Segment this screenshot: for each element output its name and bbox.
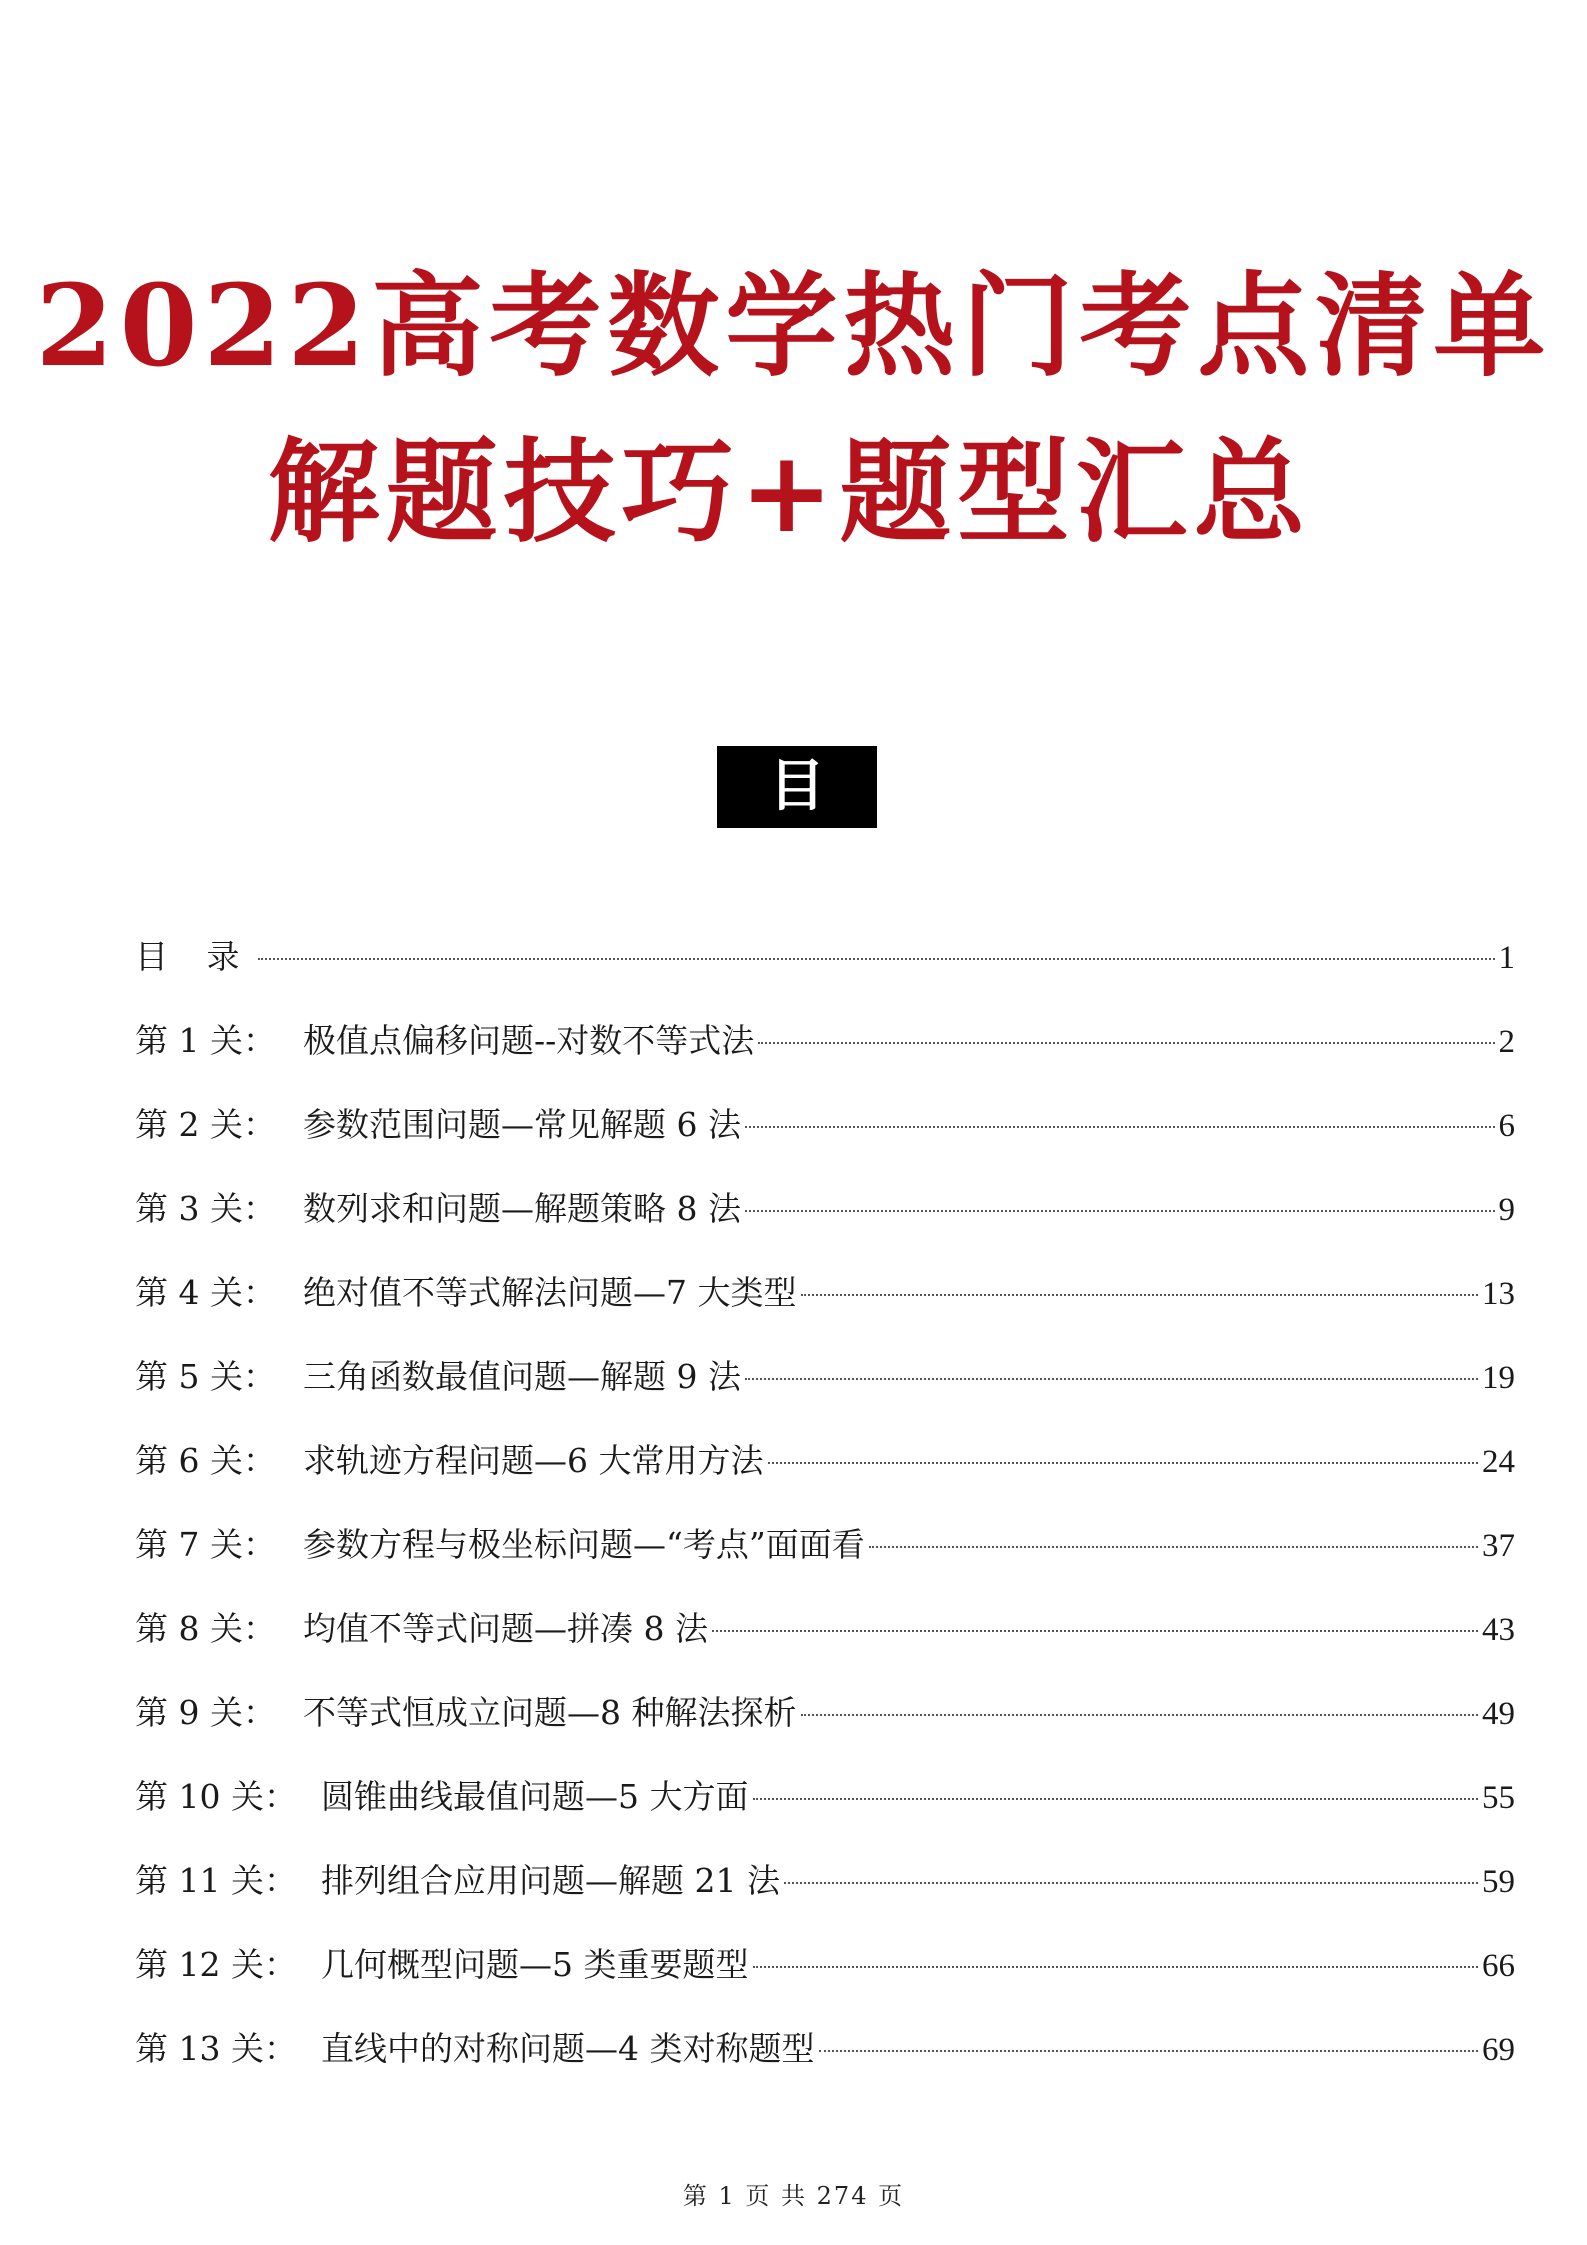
toc-entry-number: 第 1 关：: [135, 1021, 276, 1060]
toc-dot-leader: [869, 1546, 1478, 1548]
toc-entry[interactable]: [135, 1755, 1515, 1839]
toc-entry-label: 目 录: [135, 937, 254, 976]
toc-dot-leader: [768, 1462, 1479, 1464]
toc-dot-leader: [758, 1042, 1494, 1044]
toc-entry-page: 19: [1482, 1360, 1515, 1396]
toc-entry-number: 第 4 关：: [135, 1273, 276, 1312]
toc-entry-number: 第 11 关：: [135, 1861, 297, 1900]
table-of-contents: [135, 915, 1515, 2091]
toc-entry[interactable]: [135, 1419, 1515, 1503]
toc-entry-number: 第 3 关：: [135, 1189, 276, 1228]
toc-dot-leader: [745, 1210, 1495, 1212]
toc-entry[interactable]: [135, 1083, 1515, 1167]
toc-entry-number: 第 8 关：: [135, 1609, 276, 1648]
document-title-line-1: 2022高考数学热门考点清单: [35, 261, 1552, 392]
toc-entry-page: 1: [1498, 940, 1515, 976]
toc-entry-page: 49: [1482, 1696, 1515, 1732]
toc-entry-page: 13: [1482, 1276, 1515, 1312]
toc-entry-page: 66: [1482, 1948, 1515, 1984]
page-footer: 第 1 页 共 274 页: [682, 2182, 905, 2210]
toc-entry[interactable]: [135, 1503, 1515, 1587]
toc-entry[interactable]: [135, 1251, 1515, 1335]
toc-entry[interactable]: [135, 1167, 1515, 1251]
toc-entry-number: 第 2 关：: [135, 1105, 276, 1144]
toc-entry-page: 9: [1498, 1192, 1515, 1228]
toc-entry-label: 排列组合应用问题—解题 21 法: [321, 1861, 780, 1900]
toc-entry-label: 圆锥曲线最值问题—5 大方面: [321, 1777, 749, 1816]
toc-entry-number: 第 10 关：: [135, 1777, 297, 1816]
toc-entry[interactable]: [135, 1839, 1515, 1923]
toc-entry-page: 55: [1482, 1780, 1515, 1816]
toc-entry-label: 极值点偏移问题--对数不等式法: [303, 1021, 755, 1060]
toc-entry-page: 6: [1498, 1108, 1515, 1144]
toc-entry[interactable]: [135, 999, 1515, 1083]
toc-entry-number: 第 7 关：: [135, 1525, 276, 1564]
toc-dot-leader: [745, 1378, 1478, 1380]
toc-entry-number: 第 13 关：: [135, 2029, 297, 2068]
toc-entry-label: 数列求和问题—解题策略 8 法: [303, 1189, 741, 1228]
toc-entry[interactable]: [135, 915, 1515, 999]
toc-dot-leader: [819, 2050, 1479, 2052]
toc-entry-number: 第 6 关：: [135, 1441, 276, 1480]
toc-entry-label: 均值不等式问题—拼凑 8 法: [303, 1609, 708, 1648]
toc-entry-label: 参数范围问题—常见解题 6 法: [303, 1105, 741, 1144]
toc-entry-page: 24: [1482, 1444, 1515, 1480]
toc-entry[interactable]: [135, 2007, 1515, 2091]
toc-entry[interactable]: [135, 1335, 1515, 1419]
toc-entry-page: 37: [1482, 1528, 1515, 1564]
toc-dot-leader: [258, 958, 1495, 960]
toc-entry[interactable]: [135, 1671, 1515, 1755]
toc-entry-number: 第 5 关：: [135, 1357, 276, 1396]
toc-dot-leader: [745, 1126, 1495, 1128]
toc-entry-number: 第 9 关：: [135, 1693, 276, 1732]
toc-entry-label: 几何概型问题—5 类重要题型: [321, 1945, 749, 1984]
toc-dot-leader: [801, 1714, 1479, 1716]
toc-dot-leader: [801, 1294, 1479, 1296]
toc-entry-page: 69: [1482, 2032, 1515, 2068]
toc-entry-label: 不等式恒成立问题—8 种解法探析: [303, 1693, 797, 1732]
toc-entry[interactable]: [135, 1587, 1515, 1671]
toc-entry-page: 2: [1498, 1024, 1515, 1060]
toc-entry-label: 绝对值不等式解法问题—7 大类型: [303, 1273, 797, 1312]
toc-heading: 目 录: [717, 746, 877, 828]
toc-entry-label: 求轨迹方程问题—6 大常用方法: [303, 1441, 764, 1480]
document-title-line-2: 解题技巧+题型汇总: [267, 427, 1312, 558]
toc-entry-page: 43: [1482, 1612, 1515, 1648]
toc-dot-leader: [784, 1882, 1478, 1884]
toc-entry-number: 第 12 关：: [135, 1945, 297, 1984]
toc-entry[interactable]: [135, 1923, 1515, 2007]
toc-entry-label: 直线中的对称问题—4 类对称题型: [321, 2029, 815, 2068]
toc-entry-page: 59: [1482, 1864, 1515, 1900]
toc-dot-leader: [753, 1798, 1479, 1800]
toc-entry-label: 参数方程与极坐标问题—“考点”面面看: [303, 1525, 865, 1564]
toc-entry-label: 三角函数最值问题—解题 9 法: [303, 1357, 741, 1396]
toc-dot-leader: [753, 1966, 1479, 1968]
toc-dot-leader: [712, 1630, 1478, 1632]
